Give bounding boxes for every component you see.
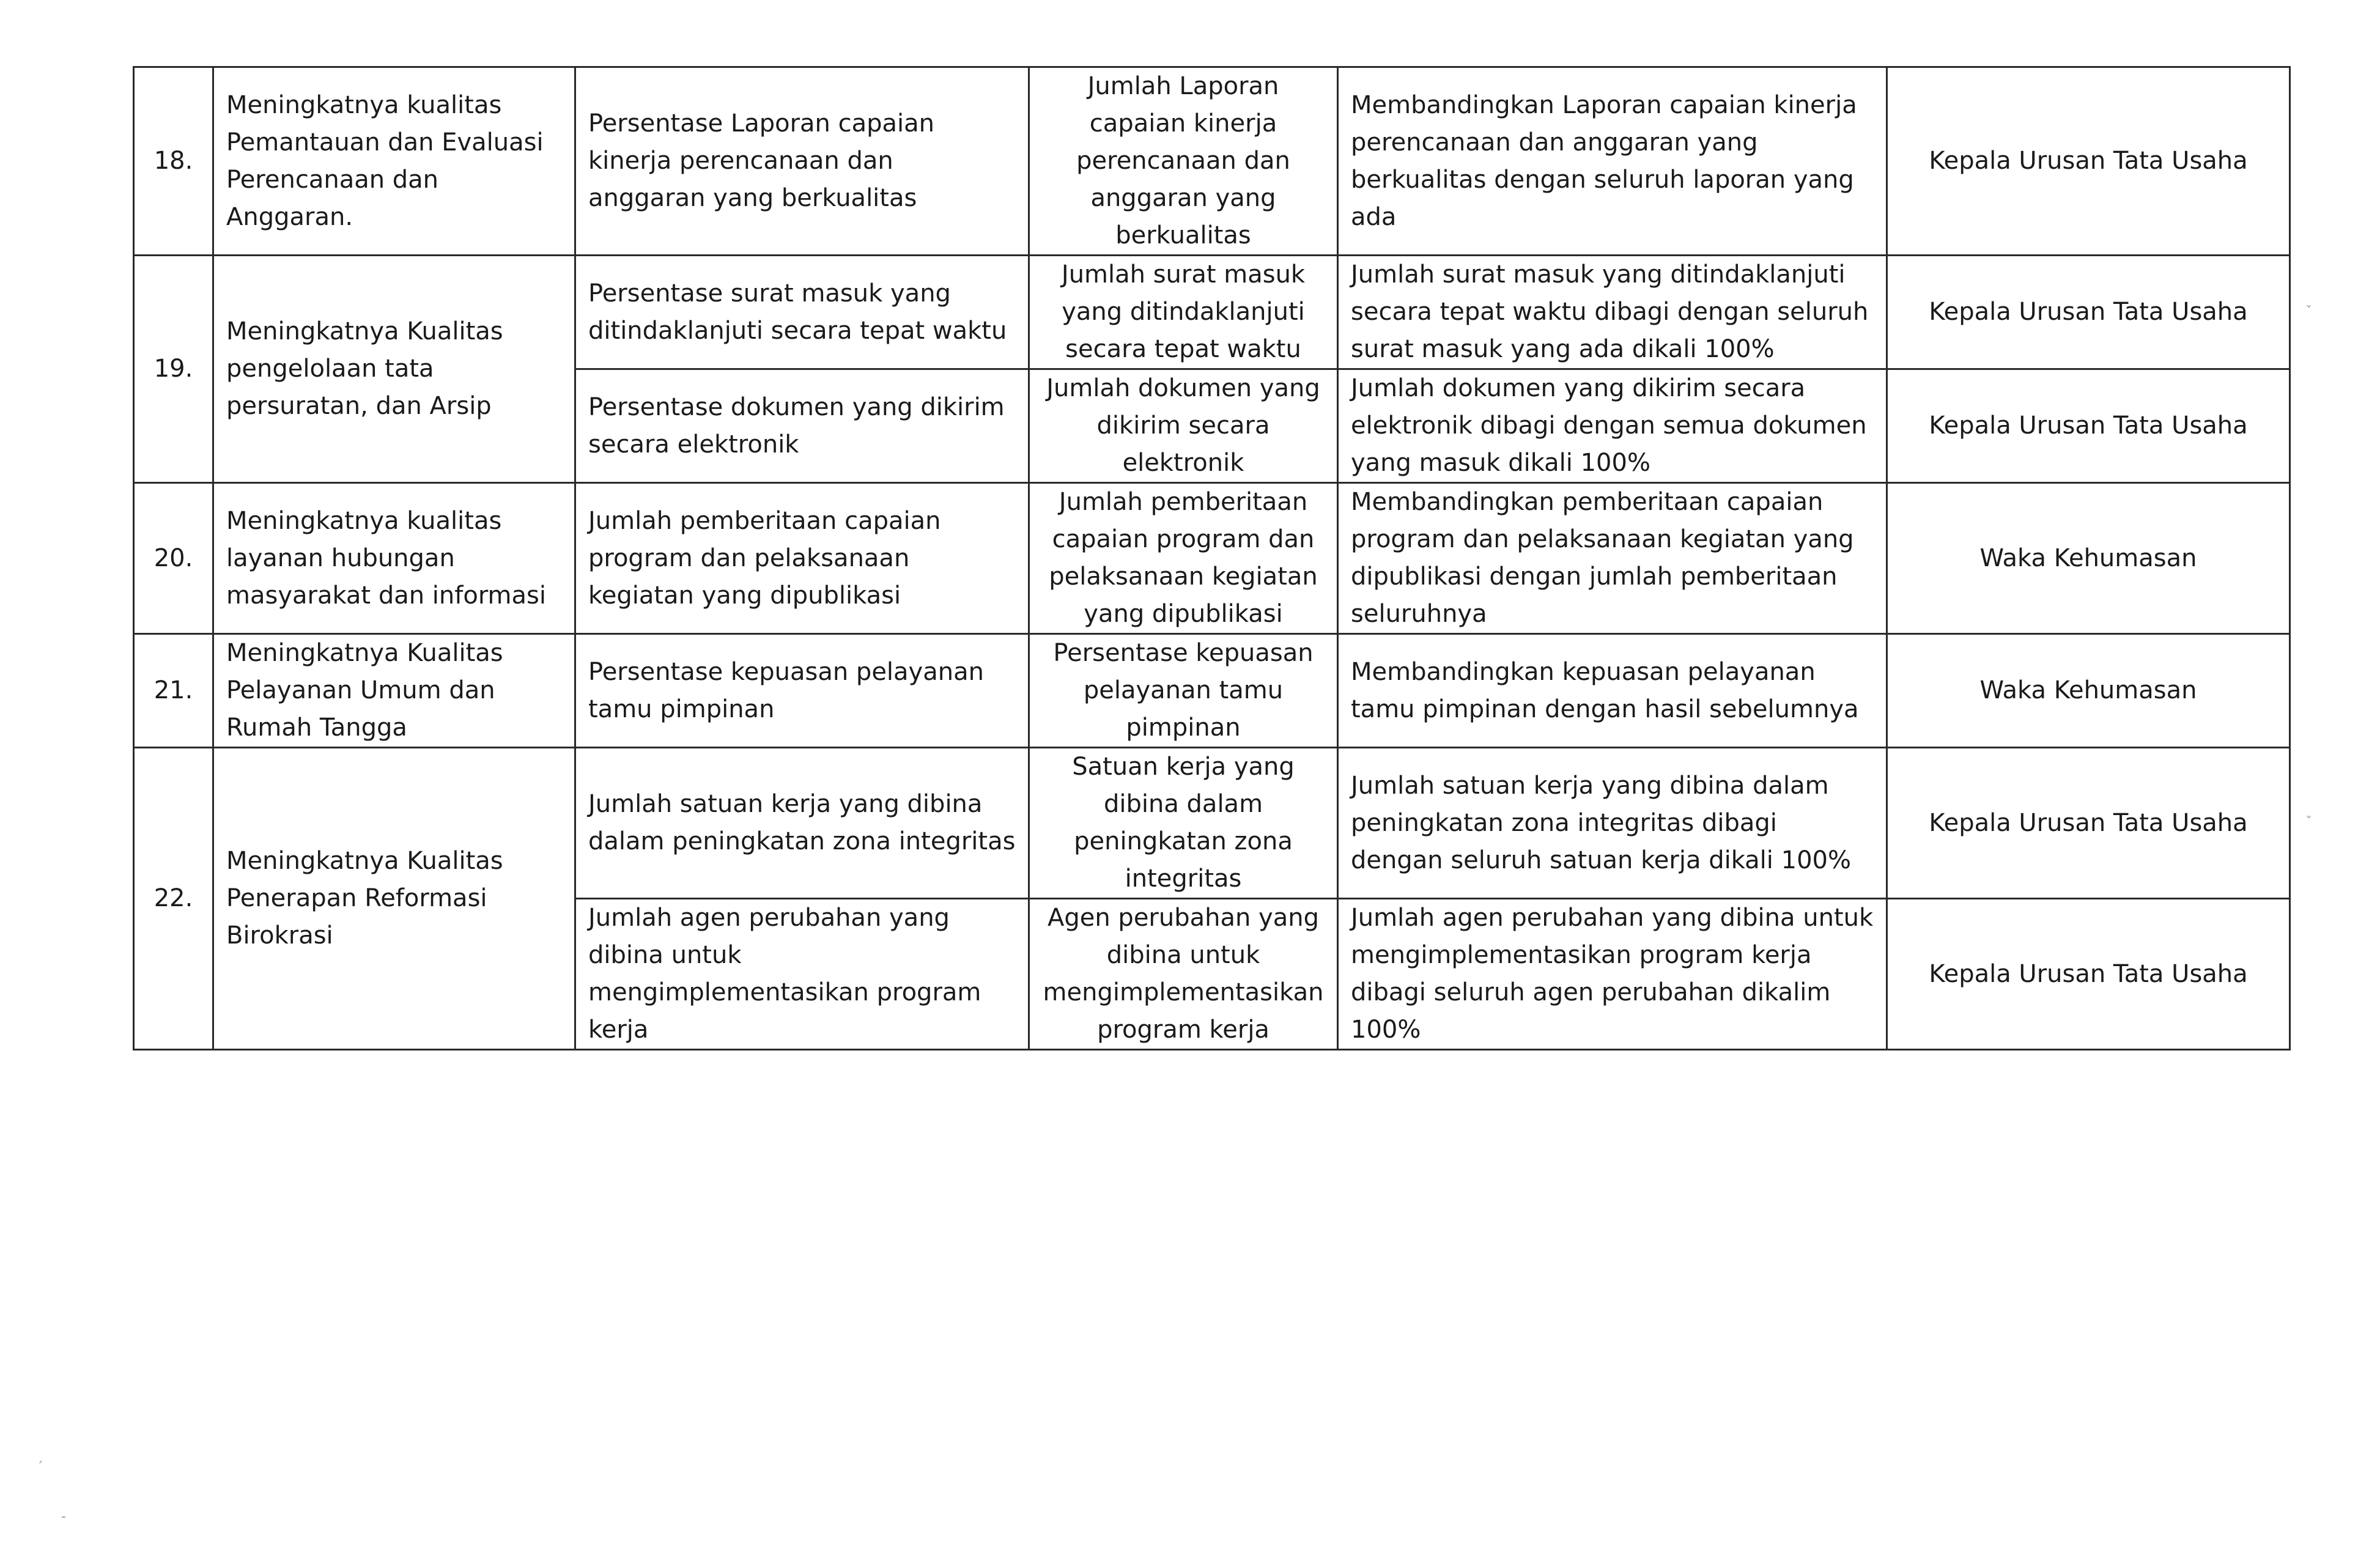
- indicator-cell: Jumlah pemberitaan capaian program dan pelaksanaan kegiatan yang dipublikasi: [575, 483, 1029, 634]
- scan-speck: -: [61, 1509, 66, 1524]
- goal-cell: Meningkatnya kualitas Pemantauan dan Evaluasi Perencanaan dan Anggaran.: [213, 67, 575, 256]
- measure-cell: Jumlah dokumen yang dikirim secara elektronik: [1029, 369, 1338, 483]
- row-number: 18.: [134, 67, 213, 256]
- responsible-cell: Kepala Urusan Tata Usaha: [1887, 369, 2290, 483]
- goal-cell: Meningkatnya Kualitas Pelayanan Umum dan Rumah Tangga: [213, 634, 575, 748]
- responsible-cell: Kepala Urusan Tata Usaha: [1887, 899, 2290, 1050]
- scan-speck: ˊ: [37, 1460, 43, 1475]
- goal-cell: Meningkatnya kualitas layanan hubungan masyarakat dan informasi: [213, 483, 575, 634]
- indicator-cell: Persentase Laporan capaian kinerja perencanaan dan anggaran yang berkualitas: [575, 67, 1029, 256]
- table-row: [134, 483, 2290, 634]
- responsible-cell: Waka Kehumasan: [1887, 483, 2290, 634]
- measure-cell: Jumlah surat masuk yang ditindaklanjuti secara tepat waktu: [1029, 256, 1338, 369]
- formula-cell: Jumlah satuan kerja yang dibina dalam peningkatan zona integritas dibagi dengan seluruh satuan kerja dikali 100%: [1338, 748, 1887, 899]
- responsible-cell: Kepala Urusan Tata Usaha: [1887, 67, 2290, 256]
- indicator-cell: Jumlah satuan kerja yang dibina dalam peningkatan zona integritas: [575, 748, 1029, 899]
- formula-cell: Membandingkan Laporan capaian kinerja perencanaan dan anggaran yang berkualitas dengan seluruh laporan yang ada: [1338, 67, 1887, 256]
- responsible-cell: Kepala Urusan Tata Usaha: [1887, 748, 2290, 899]
- goal-cell: Meningkatnya Kualitas Penerapan Reformasi Birokrasi: [213, 748, 575, 1050]
- responsible-cell: Waka Kehumasan: [1887, 634, 2290, 748]
- indicator-cell: Persentase dokumen yang dikirim secara elektronik: [575, 369, 1029, 483]
- formula-cell: Jumlah dokumen yang dikirim secara elektronik dibagi dengan semua dokumen yang masuk dikali 100%: [1338, 369, 1887, 483]
- formula-cell: Jumlah agen perubahan yang dibina untuk mengimplementasikan program kerja dibagi seluruh agen perubahan dikalim 100%: [1338, 899, 1887, 1050]
- row-number: 21.: [134, 634, 213, 748]
- row-number: 22.: [134, 748, 213, 1050]
- table-row: [134, 67, 2290, 256]
- goal-cell: Meningkatnya Kualitas pengelolaan tata persuratan, dan Arsip: [213, 256, 575, 483]
- scan-speck: ˇ: [2305, 305, 2312, 320]
- performance-indicator-table: [133, 66, 2291, 1050]
- formula-cell: Jumlah surat masuk yang ditindaklanjuti secara tepat waktu dibagi dengan seluruh surat masuk yang ada dikali 100%: [1338, 256, 1887, 369]
- responsible-cell: Kepala Urusan Tata Usaha: [1887, 256, 2290, 369]
- scan-speck: ˇ: [2305, 815, 2312, 830]
- table-row: [134, 256, 2290, 369]
- measure-cell: Persentase kepuasan pelayanan tamu pimpinan: [1029, 634, 1338, 748]
- measure-cell: Satuan kerja yang dibina dalam peningkatan zona integritas: [1029, 748, 1338, 899]
- indicator-cell: Jumlah agen perubahan yang dibina untuk mengimplementasikan program kerja: [575, 899, 1029, 1050]
- formula-cell: Membandingkan kepuasan pelayanan tamu pimpinan dengan hasil sebelumnya: [1338, 634, 1887, 748]
- table-row: [134, 748, 2290, 899]
- measure-cell: Jumlah Laporan capaian kinerja perencanaan dan anggaran yang berkualitas: [1029, 67, 1338, 256]
- measure-cell: Jumlah pemberitaan capaian program dan pelaksanaan kegiatan yang dipublikasi: [1029, 483, 1338, 634]
- row-number: 19.: [134, 256, 213, 483]
- indicator-cell: Persentase kepuasan pelayanan tamu pimpinan: [575, 634, 1029, 748]
- formula-cell: Membandingkan pemberitaan capaian program dan pelaksanaan kegiatan yang dipublikasi dengan jumlah pemberitaan seluruhnya: [1338, 483, 1887, 634]
- table-row: [134, 634, 2290, 748]
- indicator-cell: Persentase surat masuk yang ditindaklanjuti secara tepat waktu: [575, 256, 1029, 369]
- row-number: 20.: [134, 483, 213, 634]
- measure-cell: Agen perubahan yang dibina untuk mengimplementasikan program kerja: [1029, 899, 1338, 1050]
